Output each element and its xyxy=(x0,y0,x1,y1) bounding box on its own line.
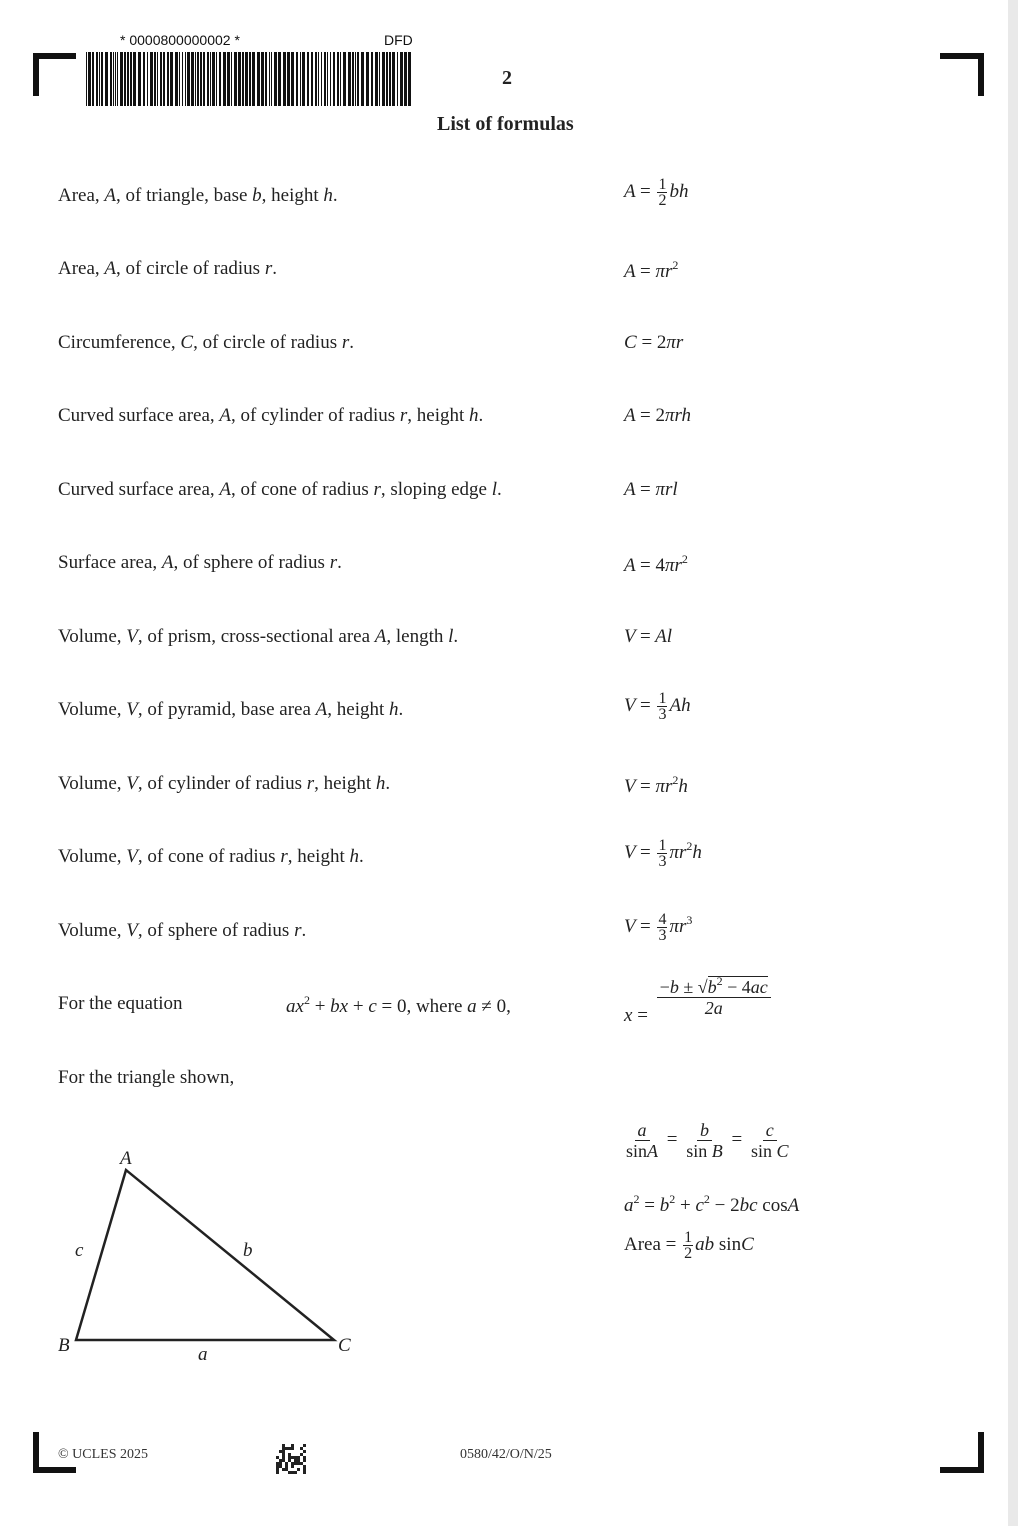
formula-expression: C = 2πr xyxy=(624,332,684,353)
formula-expression: V = $\frac{1}{3}$ Ah xyxy=(624,690,691,723)
formula-row-cone-volume xyxy=(0,837,1018,886)
paper-code: DFD xyxy=(384,32,413,48)
page-number: 2 xyxy=(502,67,512,89)
quadratic-solution: x = $\frac{-b \pm √b^2 - 4ac}{2a}$ xyxy=(624,971,773,1018)
formula-description: Volume, V, of cylinder of radius r, height h. xyxy=(58,773,391,794)
corner-mark-bottom-right-v xyxy=(978,1432,984,1473)
triangle-diagram xyxy=(50,1140,370,1370)
scan-edge-band xyxy=(1008,0,1018,1526)
vertex-label-a: A xyxy=(120,1148,132,1169)
formula-description: Volume, V, of prism, cross-sectional area A, length l. xyxy=(58,626,459,647)
formula-row-pyramid-volume xyxy=(0,690,1018,739)
formula-description: Volume, V, of pyramid, base area A, height h. xyxy=(58,699,404,720)
paper-reference: 0580/42/O/N/25 xyxy=(460,1447,552,1462)
formula-description: Volume, V, of cone of radius r, height h. xyxy=(58,846,364,867)
formula-expression: A = $\frac{1}{2}$ bh xyxy=(624,176,689,209)
formula-row-cone-curved-area xyxy=(0,479,1018,519)
formula-description: Volume, V, of sphere of radius r. xyxy=(58,920,307,941)
formula-row-cylinder-curved-area xyxy=(0,405,1018,445)
corner-mark-bottom-left-v xyxy=(33,1432,39,1473)
formula-expression: V = $\frac{4}{3}$ $\pi r^3$ xyxy=(624,911,693,944)
triangle-lead: For the triangle shown, xyxy=(58,1067,235,1088)
side-label-b: b xyxy=(243,1240,253,1261)
formula-description: Curved surface area, A, of cylinder of radius r, height h. xyxy=(58,405,484,426)
corner-mark-top-right-v xyxy=(978,53,984,96)
quadratic-equation: $ax^2$ + bx + c = 0, where a ≠ 0, xyxy=(286,993,511,1017)
side-label-c: c xyxy=(75,1240,84,1261)
corner-mark-bottom-left-h xyxy=(33,1467,76,1473)
formula-row-sphere-area xyxy=(0,552,1018,592)
formula-expression: V = Al xyxy=(624,626,673,647)
formula-expression: A = πrl xyxy=(624,479,678,500)
qr-code-image xyxy=(276,1444,306,1474)
formula-row-triangle-area xyxy=(0,176,1018,225)
quadratic-row xyxy=(0,974,1018,1043)
formula-expression: V = $\frac{1}{3}$ $\pi r^2h$ xyxy=(624,837,702,870)
corner-mark-top-left-v xyxy=(33,53,39,96)
formula-expression: A = 2πrh xyxy=(624,405,692,426)
quadratic-lead: For the equation xyxy=(58,993,183,1014)
cosine-rule: $a^2 = b^2 + c^2 - 2bc$ cosA xyxy=(624,1192,800,1216)
vertex-label-c: C xyxy=(338,1335,351,1356)
formula-description: Area, A, of triangle, base b, height h. xyxy=(58,185,338,206)
barcode-image xyxy=(86,52,414,106)
formula-row-cylinder-volume xyxy=(0,773,1018,813)
barcode-text: * 0000800000002 * xyxy=(120,32,240,48)
formula-expression: $A = \pi r^2$ xyxy=(624,258,679,282)
formula-row-sphere-volume xyxy=(0,911,1018,960)
corner-mark-top-left-h xyxy=(33,53,76,59)
formula-description: Circumference, C, of circle of radius r. xyxy=(58,332,355,353)
formula-description: Surface area, A, of sphere of radius r. xyxy=(58,552,342,573)
page-title: List of formulas xyxy=(437,113,574,135)
side-label-a: a xyxy=(198,1344,208,1365)
copyright-text: © UCLES 2025 xyxy=(58,1447,148,1462)
formula-expression: $A = 4\pi r^2$ xyxy=(624,552,688,576)
formula-expression: $V = \pi r^2h$ xyxy=(624,773,688,797)
vertex-label-b: B xyxy=(58,1335,70,1356)
formula-row-circumference xyxy=(0,332,1018,372)
formula-row-prism-volume xyxy=(0,626,1018,666)
formula-description: Curved surface area, A, of cone of radius r, sloping edge l. xyxy=(58,479,502,500)
formula-row-circle-area xyxy=(0,258,1018,298)
area-rule: Area = $\frac{1}{2}$ ab sinC xyxy=(624,1229,754,1262)
triangle-shape xyxy=(76,1170,334,1340)
formula-description: Area, A, of circle of radius r. xyxy=(58,258,277,279)
sine-rule: $\frac{a}{\sin A}$ = $\frac{b}{\text{sin B}}$ = $\frac{c}{\text{sin C}}$ xyxy=(626,1120,789,1161)
